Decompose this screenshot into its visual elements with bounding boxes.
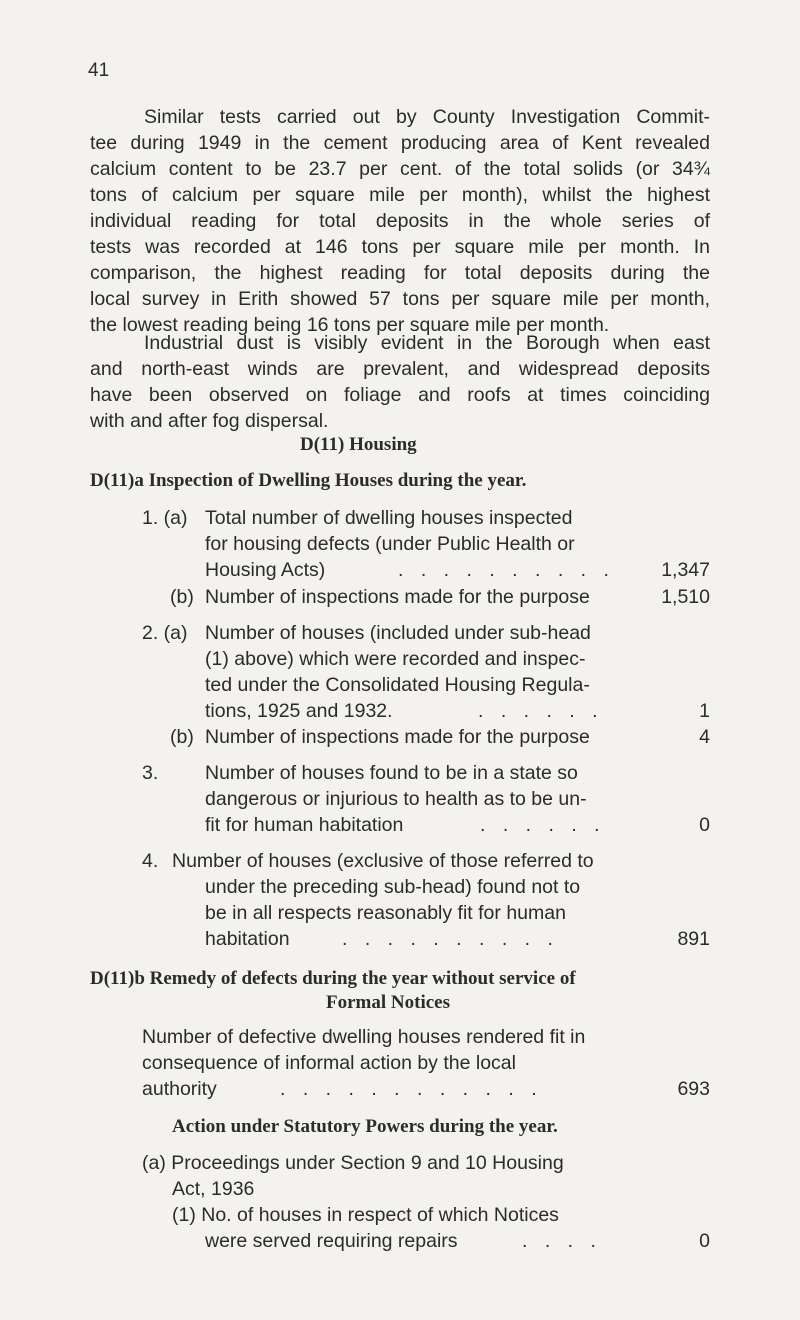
item-4-line: under the preceding sub-head) found not to	[205, 876, 581, 898]
text-line: have been observed on foliage and roofs at times coinciding	[90, 384, 710, 406]
item-1a-line: for housing defects (under Public Health or	[205, 533, 575, 555]
item-1a-value: 1,347	[661, 559, 710, 581]
item-2a-line: (1) above) which were recorded and inspec-	[205, 648, 586, 670]
paragraph-dust-tests	[90, 104, 710, 338]
item-1a-line: Housing Acts)	[205, 559, 326, 581]
item-1b-value: 1,510	[661, 586, 710, 608]
action-title: Action under Statutory Powers during the year.	[172, 1116, 558, 1137]
leader-dots: . . . . . .	[478, 700, 604, 722]
text-line: calcium content to be 23.7 per cent. of the total solids (or 34¾	[90, 158, 710, 180]
paragraph-industrial-dust	[90, 330, 710, 434]
item-4-value: 891	[677, 928, 710, 950]
item-1b-label: (b)	[170, 586, 194, 608]
item-4-line: habitation	[205, 928, 290, 950]
text-line: with and after fog dispersal.	[90, 410, 329, 432]
leader-dots: . . . .	[522, 1230, 602, 1252]
leader-dots: . . . . . . . . . .	[342, 928, 559, 950]
text-line: individual reading for total deposits in the whole series of	[90, 210, 710, 232]
action-1-value: 0	[699, 1230, 710, 1252]
item-2a-label: 2. (a)	[142, 622, 188, 644]
remedy-line: authority	[142, 1078, 217, 1100]
item-2a-line: tions, 1925 and 1932.	[205, 700, 393, 722]
text-line: tee during 1949 in the cement producing area of Kent revealed	[90, 132, 710, 154]
item-3-value: 0	[699, 814, 710, 836]
text-line: tons of calcium per square mile per month), whilst the highest	[90, 184, 710, 206]
remedy-value: 693	[677, 1078, 710, 1100]
item-2a-line: Number of houses (included under sub-head	[205, 622, 591, 644]
item-3-line: Number of houses found to be in a state so	[205, 762, 578, 784]
page-number: 41	[88, 60, 110, 81]
item-1a-label: 1. (a)	[142, 507, 188, 529]
item-2b-value: 4	[699, 726, 710, 748]
remedy-line: Number of defective dwelling houses rendered fit in	[142, 1026, 586, 1048]
subsection-a-title: D(11)a Inspection of Dwelling Houses during the year.	[90, 470, 527, 491]
text-line: local survey in Erith showed 57 tons per square mile per month,	[90, 288, 710, 310]
leader-dots: . . . . . . . . . .	[398, 559, 615, 581]
item-3-line: dangerous or injurious to health as to be un-	[205, 788, 587, 810]
item-2a-line: ted under the Consolidated Housing Regula-	[205, 674, 590, 696]
text-line: comparison, the highest reading for total deposits during the	[90, 262, 710, 284]
action-1-line: were served requiring repairs	[205, 1230, 458, 1252]
action-1-line: (1) No. of houses in respect of which Notices	[172, 1204, 559, 1226]
item-1b-text: Number of inspections made for the purpose	[205, 586, 590, 608]
item-2b-label: (b)	[170, 726, 194, 748]
item-2b-text: Number of inspections made for the purpose	[205, 726, 590, 748]
subsection-b-title: D(11)b Remedy of defects during the year without service of	[90, 968, 576, 989]
text-line: Similar tests carried out by County Investigation Commit-	[144, 106, 710, 128]
text-line: the lowest reading being 16 tons per square mile per month.	[90, 314, 610, 336]
item-4-label: 4.	[142, 850, 159, 872]
text-line: Industrial dust is visibly evident in the Borough when east	[144, 332, 710, 354]
item-3-label: 3.	[142, 762, 159, 784]
item-2a-value: 1	[699, 700, 710, 722]
leader-dots: . . . . . . . . . . . .	[280, 1078, 543, 1100]
item-1a-line: Total number of dwelling houses inspected	[205, 507, 573, 529]
item-4-line: be in all respects reasonably fit for human	[205, 902, 566, 924]
subsection-b-title-cont: Formal Notices	[326, 992, 450, 1013]
action-a-line: (a) Proceedings under Section 9 and 10 Housing	[142, 1152, 564, 1174]
leader-dots: . . . . . .	[480, 814, 606, 836]
remedy-line: consequence of informal action by the local	[142, 1052, 516, 1074]
text-line: and north-east winds are prevalent, and widespread deposits	[90, 358, 710, 380]
action-a-line: Act, 1936	[172, 1178, 255, 1200]
item-4-line: Number of houses (exclusive of those referred to	[172, 850, 594, 872]
item-3-line: fit for human habitation	[205, 814, 404, 836]
section-title: D(11) Housing	[300, 434, 417, 455]
text-line: tests was recorded at 146 tons per square mile per month. In	[90, 236, 710, 258]
